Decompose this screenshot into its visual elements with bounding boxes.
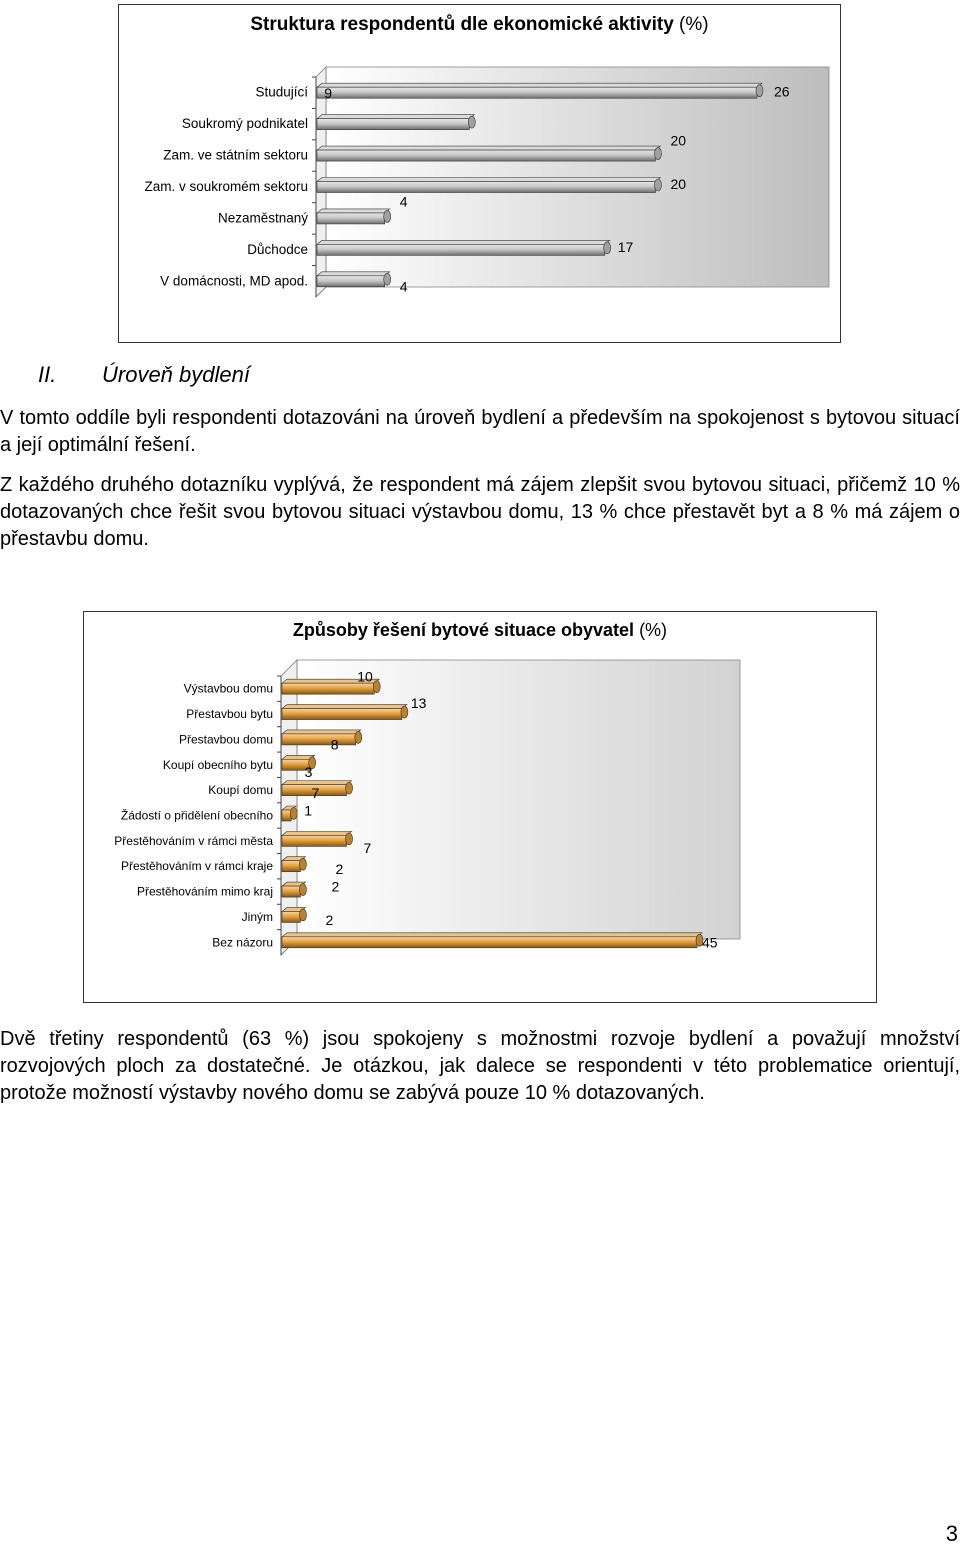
bar: [282, 730, 362, 745]
bar-front: [317, 244, 605, 255]
bar-top: [317, 272, 390, 276]
bar-top: [317, 240, 610, 244]
category-label: Zam. v soukromém sektoru: [144, 179, 308, 194]
bar-top: [317, 178, 660, 182]
chart-title-unit: (%): [679, 14, 709, 35]
data-label: 2: [331, 878, 340, 895]
bar-front: [317, 182, 655, 193]
bar: [317, 115, 475, 130]
bar: [317, 146, 661, 161]
bar: [282, 806, 297, 821]
bar: [317, 178, 661, 193]
category-label: Zam. ve státním sektoru: [163, 147, 308, 163]
bar-cap: [299, 909, 306, 921]
bar-front: [282, 683, 374, 694]
data-label: 4: [399, 278, 408, 295]
bar: [282, 705, 408, 720]
bar-cap: [401, 706, 408, 718]
data-label: 3: [304, 763, 313, 780]
bar-top: [317, 83, 762, 87]
bar: [317, 240, 611, 255]
bar-front: [282, 886, 300, 897]
chart-title-text: Struktura respondentů dle ekonomické aktivity: [250, 14, 674, 35]
bar-front: [282, 835, 347, 846]
section-title: Úroveň bydlení: [102, 362, 250, 387]
bar-top: [317, 209, 390, 213]
bar: [317, 83, 763, 98]
category-label: Koupí obecního bytu: [162, 757, 273, 772]
bar-top: [282, 831, 352, 835]
category-label: Studující: [255, 84, 308, 100]
data-label: 45: [702, 934, 718, 951]
bar-cap: [384, 273, 391, 285]
data-label: 7: [311, 785, 320, 802]
bar: [317, 209, 391, 224]
data-label: 4: [399, 193, 408, 210]
bar-cap: [299, 858, 306, 870]
bar-cap: [604, 242, 611, 254]
paragraph-2: Z každého druhého dotazníku vyplývá, že respondent má zájem zlepšit svou bytovou situaci, přičemž 10 % dotazovaných chce řešit svou bytovou situaci výstavbou domu, 13 % chce přestavět byt a 8 % má zájem o přestavbu domu.: [0, 474, 960, 550]
bar: [282, 933, 703, 948]
bar-front: [282, 734, 356, 745]
bar-cap: [654, 179, 661, 191]
bar-cap: [355, 731, 362, 743]
bar-front: [282, 810, 291, 821]
data-label: 7: [363, 839, 372, 856]
bar: [317, 272, 391, 287]
bar-cap: [346, 782, 353, 794]
bar-top: [282, 730, 361, 734]
data-label: 2: [335, 861, 344, 878]
bar-front: [317, 150, 655, 161]
chart-title-unit: (%): [639, 620, 668, 640]
bar: [282, 831, 353, 846]
bar-top: [282, 705, 407, 709]
page-number: 3: [945, 1521, 958, 1546]
bar-front: [282, 861, 300, 872]
bar-front: [317, 119, 469, 130]
bar: [282, 882, 306, 897]
bar-front: [317, 87, 757, 98]
bar-front: [317, 213, 385, 224]
category-label: Přestavbou domu: [178, 732, 273, 747]
category-label: Výstavbou domu: [183, 681, 273, 696]
bar-cap: [346, 833, 353, 845]
bar-top: [282, 781, 352, 785]
bar-top: [282, 933, 702, 937]
category-label: Koupí domu: [208, 783, 273, 798]
category-label: Přestěhováním v rámci kraje: [120, 859, 273, 874]
bar-front: [282, 937, 697, 948]
category-label: V domácnosti, MD apod.: [160, 273, 308, 289]
bar-cap: [384, 210, 391, 222]
data-label: 1: [304, 802, 313, 819]
chart-housing-solutions: [83, 611, 877, 1003]
data-label: 20: [670, 176, 687, 192]
chart-title-text: Způsoby řešení bytové situace obyvatel: [292, 620, 635, 640]
bar-cap: [299, 884, 306, 896]
chart-plot: [119, 5, 840, 342]
data-label: 13: [410, 695, 427, 712]
category-label: Přestavbou bytu: [186, 707, 273, 722]
bar-cap: [756, 85, 763, 97]
category-label: Žádostí o přidělení obecního: [120, 808, 273, 823]
data-label: 9: [324, 85, 333, 102]
bar: [282, 907, 306, 922]
bar-front: [282, 709, 402, 720]
data-label: 17: [617, 238, 634, 255]
chart-economic-activity: [118, 4, 841, 343]
category-label: Bez názoru: [212, 935, 273, 950]
data-label: 2: [325, 911, 334, 928]
category-label: Důchodce: [247, 241, 308, 257]
data-label: 8: [330, 736, 339, 753]
category-label: Soukromý podnikatel: [181, 116, 308, 132]
bar-front: [282, 911, 300, 922]
category-label: Přestěhováním mimo kraj: [136, 884, 273, 899]
section-heading: [38, 362, 250, 388]
bar-cap: [290, 808, 297, 820]
chart-plot: [84, 612, 876, 1002]
paragraph-3: Dvě třetiny respondentů (63 %) jsou spokojeny s možnostmi rozvoje bydlení a považují množství rozvojových ploch za dostatečné. Je otázkou, jak dalece se respondenti v této problematice orientují, protože možností výstavby nového domu se zabývá pouze 10 % dotazovaných.: [0, 1028, 960, 1104]
category-label: Jiným: [241, 909, 273, 924]
category-label: Přestěhováním v rámci města: [114, 833, 273, 848]
bar-cap: [373, 681, 380, 693]
bar-cap: [468, 116, 475, 128]
bar-top: [317, 115, 474, 119]
bar-top: [317, 146, 660, 150]
category-label: Nezaměstnaný: [217, 210, 308, 226]
back-wall: [297, 660, 740, 939]
paragraph-1: V tomto oddíle byli respondenti dotazováni na úroveň bydlení a především na spokojenost s bytovou situací a její optimální řešení.: [0, 407, 960, 456]
bar-cap: [654, 148, 661, 160]
bar: [282, 857, 306, 872]
data-label: 26: [774, 83, 790, 100]
data-label: 10: [357, 668, 373, 685]
data-label: 20: [670, 132, 687, 149]
section-number: II.: [38, 362, 57, 387]
bar-front: [317, 276, 385, 287]
